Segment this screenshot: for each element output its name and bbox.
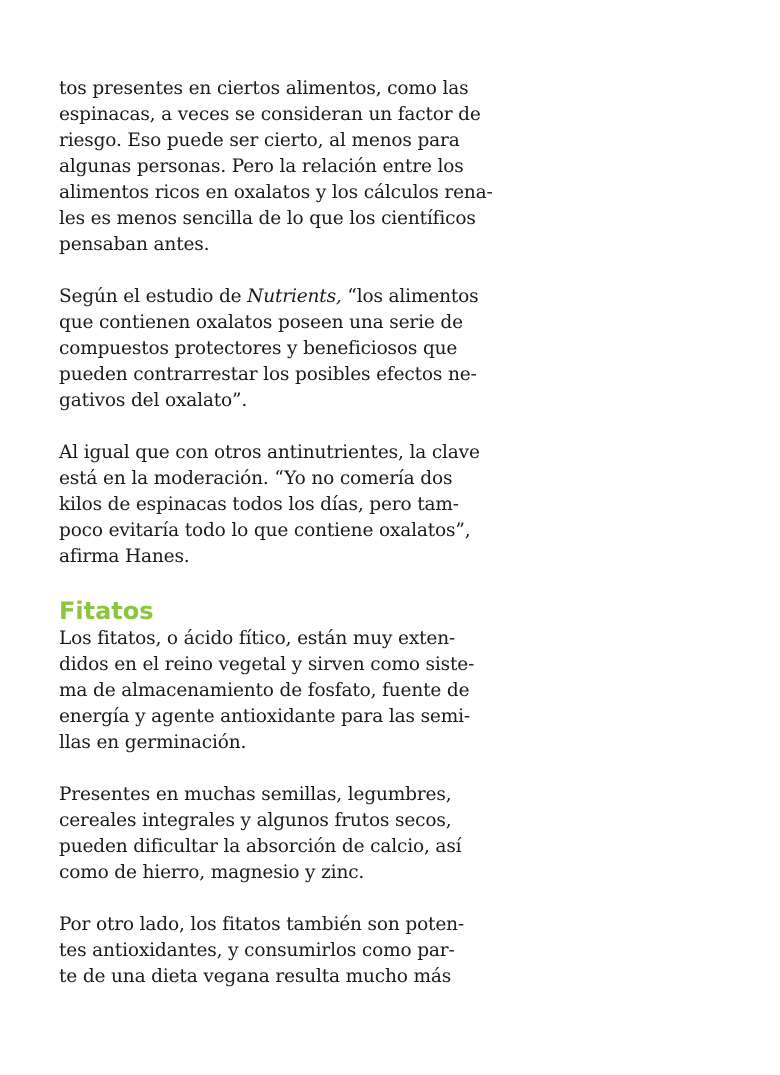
text-line: kilos de espinacas todos los días, pero tam- bbox=[59, 494, 459, 515]
paragraph-nutrients-quote bbox=[59, 284, 519, 414]
text-line: pueden contrarrestar los posibles efectos ne- bbox=[59, 364, 477, 385]
text-line: está en la moderación. “Yo no comería dos bbox=[59, 468, 453, 489]
journal-name: Nutrients, bbox=[247, 286, 342, 307]
text-line: tes antioxidantes, y consumirlos como par- bbox=[59, 940, 455, 961]
text-line: tos presentes en ciertos alimentos, como las bbox=[59, 78, 469, 99]
text-line: energía y agente antioxidante para las semi- bbox=[59, 706, 470, 727]
text-line: Los fitatos, o ácido fítico, están muy exten- bbox=[59, 628, 456, 649]
text-line: pueden dificultar la absorción de calcio, así bbox=[59, 836, 462, 857]
document-page bbox=[59, 76, 519, 1016]
paragraph-oxalatos-riesgo bbox=[59, 76, 519, 258]
text-line: Presentes en muchas semillas, legumbres, bbox=[59, 784, 452, 805]
text-line: riesgo. Eso puede ser cierto, al menos para bbox=[59, 130, 460, 151]
paragraph-fitatos-antioxidantes bbox=[59, 912, 519, 990]
text-line: Por otro lado, los fitatos también son poten- bbox=[59, 914, 465, 935]
paragraph-fitatos-fuentes bbox=[59, 782, 519, 886]
text-line: te de una dieta vegana resulta mucho más bbox=[59, 966, 452, 987]
text-line: llas en germinación. bbox=[59, 732, 247, 753]
text-line: ma de almacenamiento de fosfato, fuente de bbox=[59, 680, 470, 701]
text-line: compuestos protectores y beneficiosos que bbox=[59, 338, 458, 359]
text-line: que contienen oxalatos poseen una serie de bbox=[59, 312, 463, 333]
section-heading: Fitatos bbox=[59, 597, 154, 625]
text-line: gativos del oxalato”. bbox=[59, 390, 248, 411]
text-line bbox=[59, 284, 519, 310]
text-line: como de hierro, magnesio y zinc. bbox=[59, 862, 365, 883]
text-line: pensaban antes. bbox=[59, 234, 210, 255]
text-line: cereales integrales y algunos frutos secos, bbox=[59, 810, 452, 831]
text-line: alimentos ricos en oxalatos y los cálculos rena- bbox=[59, 182, 493, 203]
text-line: poco evitaría todo lo que contiene oxalatos”, bbox=[59, 520, 471, 541]
text-segment: Según el estudio de bbox=[59, 286, 248, 307]
text-line: les es menos sencilla de lo que los científicos bbox=[59, 208, 476, 229]
text-segment: “los alimentos bbox=[341, 286, 479, 307]
text-line: afirma Hanes. bbox=[59, 546, 190, 567]
text-line: didos en el reino vegetal y sirven como siste- bbox=[59, 654, 475, 675]
paragraph-fitatos-definicion bbox=[59, 626, 519, 756]
text-line: espinacas, a veces se consideran un factor de bbox=[59, 104, 481, 125]
text-line: Al igual que con otros antinutrientes, la clave bbox=[59, 442, 480, 463]
text-line: algunas personas. Pero la relación entre los bbox=[59, 156, 464, 177]
paragraph-moderacion bbox=[59, 440, 519, 570]
